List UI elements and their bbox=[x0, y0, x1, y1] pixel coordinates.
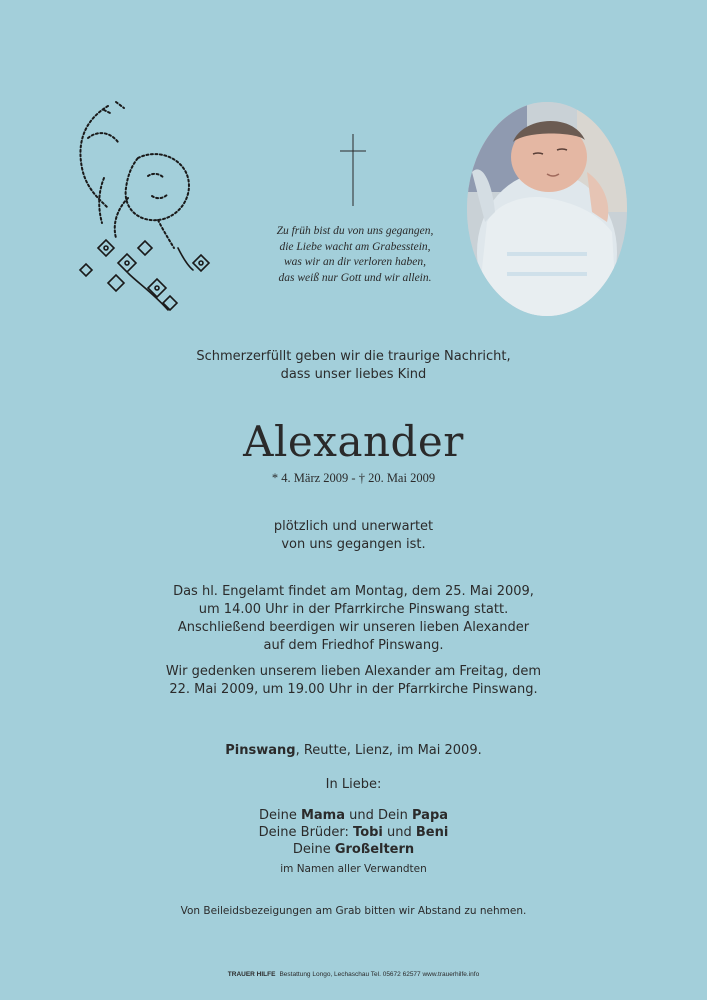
footer-text: Bestattung Longo, Lechaschau Tel. 05672 62577 www.trauerhilfe.info bbox=[279, 971, 480, 978]
brother-name: Beni bbox=[415, 825, 449, 840]
text: Deine bbox=[258, 808, 301, 823]
deceased-name: Alexander bbox=[243, 417, 464, 466]
condolence-note: Von Beileidsbezeigungen am Grab bitten wir Abstand zu nehmen. bbox=[180, 905, 527, 917]
mass-line: um 14.00 Uhr in der Pfarrkirche Pinswang statt. bbox=[198, 602, 509, 617]
poem-line: was wir an dir verloren haben, bbox=[283, 256, 427, 268]
mass-line: Das hl. Engelamt findet am Montag, dem 25. Mai 2009, bbox=[173, 584, 534, 599]
text: Deine Brüder: bbox=[258, 825, 354, 840]
baby-photo bbox=[467, 102, 627, 316]
mass-line: auf dem Friedhof Pinswang. bbox=[263, 638, 444, 653]
poem bbox=[240, 224, 470, 286]
family-line-parents bbox=[0, 807, 707, 824]
memorial-line: Wir gedenken unserem lieben Alexander am Freitag, dem bbox=[165, 664, 542, 679]
footer bbox=[0, 970, 707, 980]
cross-icon bbox=[338, 134, 368, 206]
sudden-line: von uns gegangen ist. bbox=[281, 537, 426, 552]
funeral-mass-info bbox=[0, 583, 707, 655]
sudden-line: plötzlich und unerwartet bbox=[273, 519, 434, 534]
family-line-grandparents bbox=[0, 841, 707, 858]
angel-illustration bbox=[68, 98, 233, 323]
family-list bbox=[0, 807, 707, 858]
in-love: In Liebe: bbox=[325, 777, 382, 792]
mass-line: Anschließend beerdigen wir unseren lieben Alexander bbox=[177, 620, 530, 635]
intro-line: dass unser liebes Kind bbox=[280, 367, 427, 382]
relatives-text: im Namen aller Verwandten bbox=[280, 863, 427, 875]
sudden-text bbox=[0, 518, 707, 554]
poem-line: das weiß nur Gott und wir allein. bbox=[278, 271, 432, 284]
footer-brand: TRAUER HILFE bbox=[227, 971, 276, 978]
mama-name: Mama bbox=[300, 808, 345, 823]
papa-name: Papa bbox=[412, 808, 449, 823]
life-dates: * 4. März 2009 - † 20. Mai 2009 bbox=[271, 471, 436, 485]
place-rest: , Reutte, Lienz, im Mai 2009. bbox=[295, 743, 482, 758]
brother-name: Tobi bbox=[353, 825, 383, 840]
text: und Dein bbox=[345, 808, 412, 823]
intro-text bbox=[0, 348, 707, 384]
intro-line: Schmerzerfüllt geben wir die traurige Nachricht, bbox=[196, 349, 511, 364]
place-date bbox=[0, 742, 707, 760]
text: und bbox=[382, 825, 416, 840]
family-line-brothers bbox=[0, 824, 707, 841]
poem-line: die Liebe wacht am Grabesstein, bbox=[279, 240, 431, 253]
poem-line: Zu früh bist du von uns gegangen, bbox=[276, 225, 434, 237]
memorial-line: 22. Mai 2009, um 19.00 Uhr in der Pfarrkirche Pinswang. bbox=[169, 682, 538, 697]
place-bold: Pinswang bbox=[225, 743, 296, 758]
memorial-info bbox=[0, 663, 707, 699]
grandparents-name: Großeltern bbox=[334, 842, 415, 857]
text: Deine bbox=[292, 842, 335, 857]
